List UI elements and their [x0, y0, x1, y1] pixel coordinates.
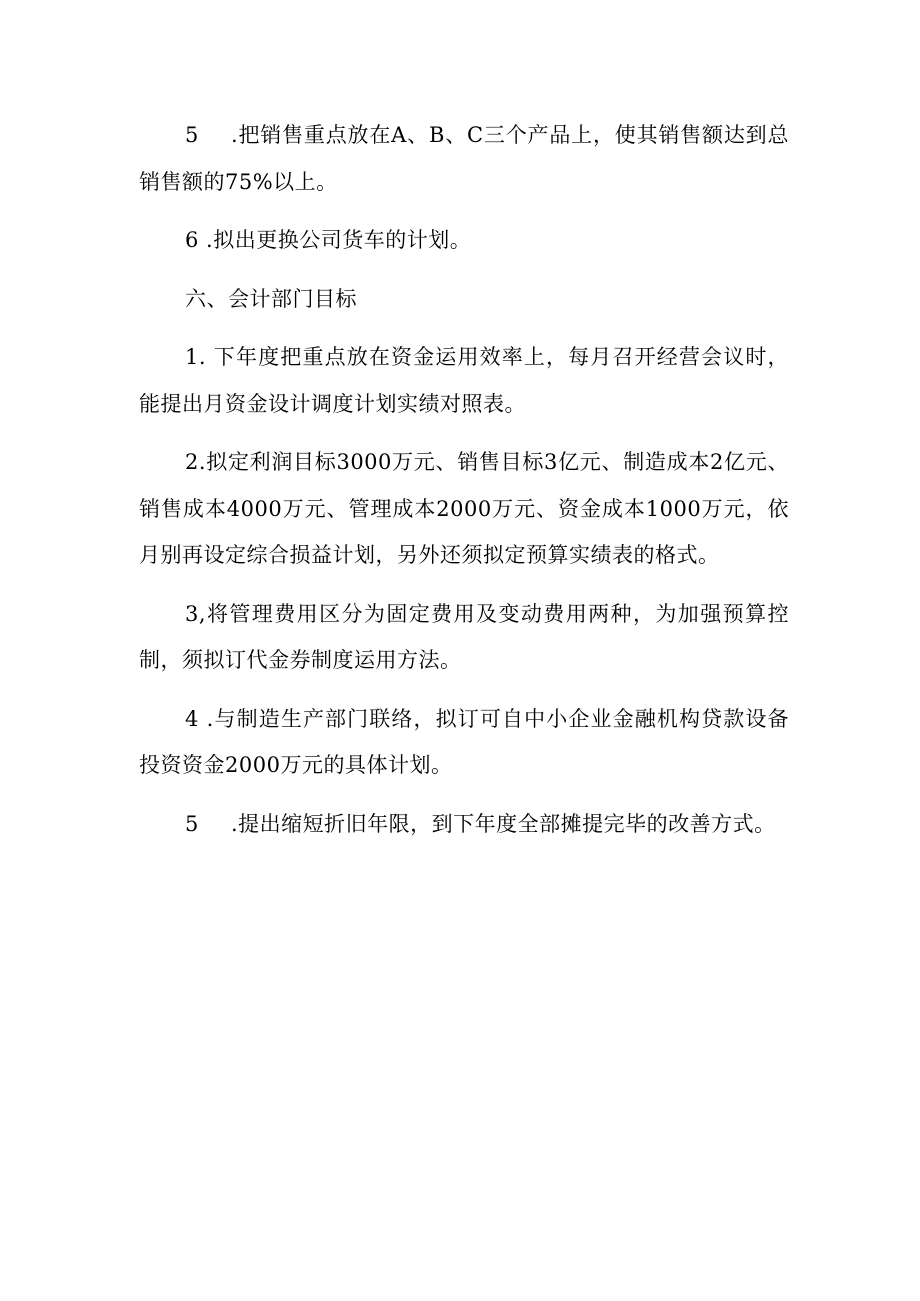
paragraph-text: .提出缩短折旧年限，到下年度全部摊提完毕的改善方式。: [231, 811, 776, 836]
section-heading-text: 六、会计部门目标: [185, 286, 357, 311]
item-number: 5: [185, 811, 199, 836]
accounting-item-5: [139, 801, 789, 848]
paragraph-text: 2.拟定利润目标3000万元、销售目标3亿元、制造成本2亿元、销售成本4000万元、管理成本2000万元、资金成本1000万元，依月别再设定综合损益计划，另外还须拟定预算实绩表的格式。: [139, 450, 789, 567]
paragraph-truck-plan: [139, 217, 789, 264]
document-body: [139, 112, 789, 859]
accounting-item-3: [139, 591, 789, 684]
accounting-item-4: [139, 696, 789, 789]
item-number: 5: [185, 123, 199, 147]
paragraph-text: 3,将管理费用区分为固定费用及变动费用两种，为加强预算控制，须拟订代金券制度运用方法。: [139, 601, 789, 672]
accounting-item-1: [139, 334, 789, 427]
paragraph-sales-focus: [139, 112, 789, 205]
paragraph-text: 1. 下年度把重点放在资金运用效率上，每月召开经营会议时，能提出月资金设计调度计划实绩对照表。: [139, 345, 789, 416]
paragraph-text: 4 .与制造生产部门联络，拟订可自中小企业金融机构贷款设备投资资金2000万元的具体计划。: [139, 706, 789, 777]
paragraph-text: 6 .拟出更换公司货车的计划。: [185, 228, 472, 252]
accounting-item-2: [139, 439, 789, 579]
paragraph-text: .把销售重点放在A、B、C三个产品上，使其销售额达到总销售额的75%以上。: [139, 123, 789, 194]
section-heading: [139, 276, 789, 323]
